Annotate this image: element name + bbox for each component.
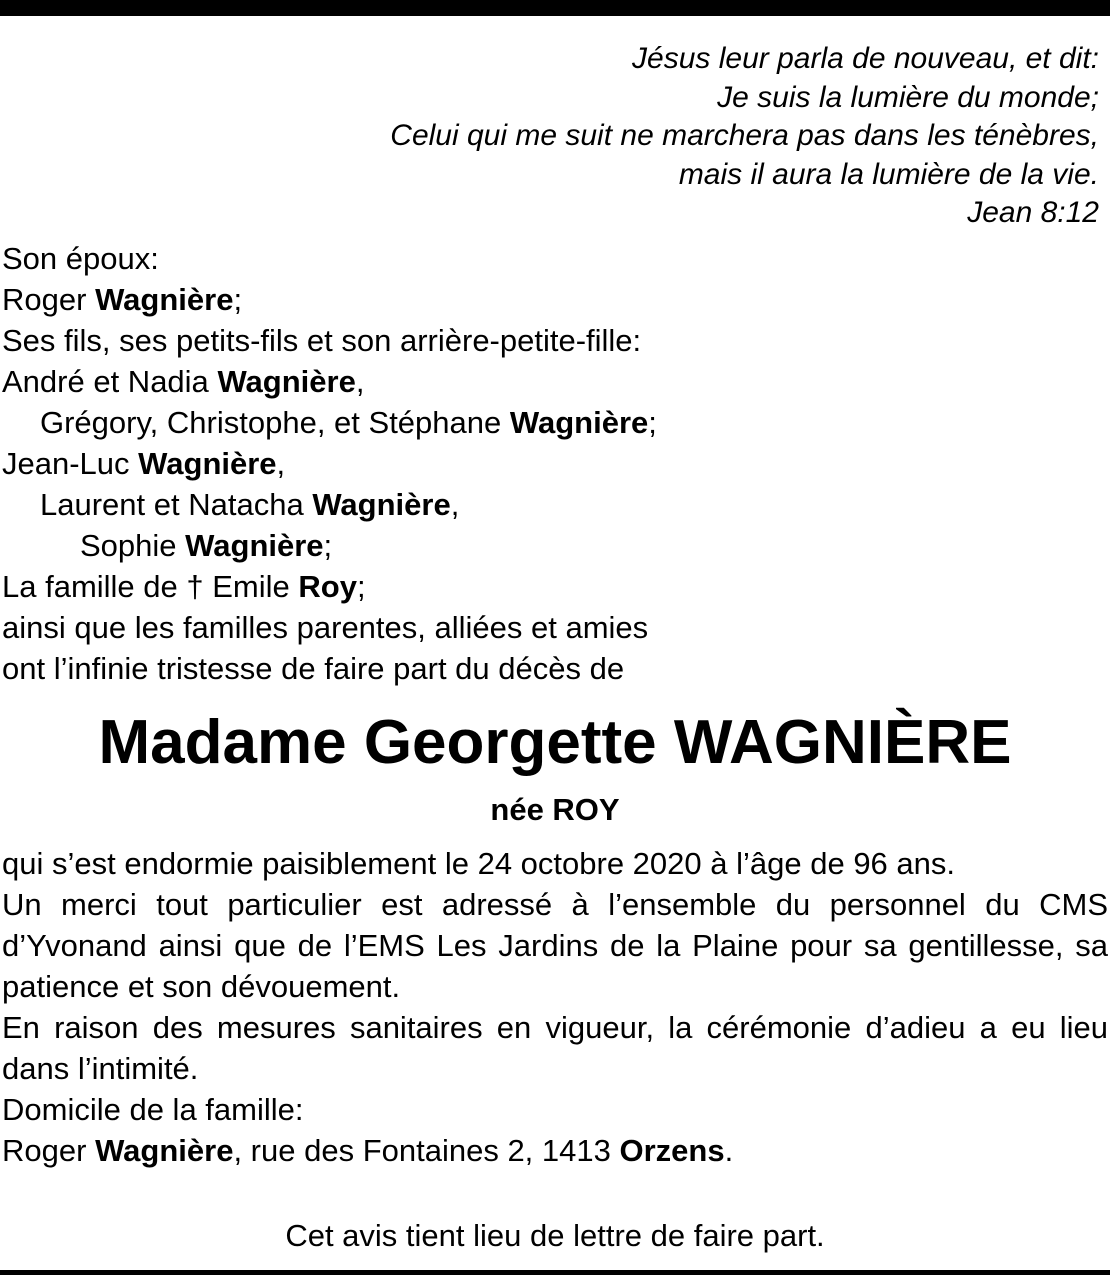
quote-line: Celui qui me suit ne marchera pas dans les ténèbres, xyxy=(390,119,1099,152)
surname: Wagnière xyxy=(95,1133,234,1168)
spouse-line: Roger Wagnière; xyxy=(2,282,243,317)
family-line-laurent: Laurent et Natacha Wagnière, xyxy=(40,487,460,522)
first-names: Sophie xyxy=(80,528,177,563)
surname: Wagnière xyxy=(217,364,356,399)
family-line-andre: André et Nadia Wagnière, xyxy=(2,364,365,399)
family-line-gregory: Grégory, Christophe, et Stéphane Wagnière; xyxy=(40,405,657,440)
bible-quote xyxy=(390,40,1099,233)
family-line-roy: La famille de † Emile Roy; xyxy=(2,569,366,604)
domicile-label: Domicile de la famille: xyxy=(2,1092,304,1127)
first-names: Jean-Luc xyxy=(2,446,130,481)
line-end: . xyxy=(724,1133,734,1168)
first-names: La famille de † Emile xyxy=(2,569,290,604)
relatives-line: ainsi que les familles parentes, alliées et amies xyxy=(2,610,649,645)
thanks-paragraph: Un merci tout particulier est adressé à l’ensemble du personnel du CMS d’Yvonand ainsi que de l’EMS Les Jardins de la Plaine pour sa gentillesse, sa patience et son dévouement. xyxy=(2,887,1108,1004)
announcement-line: ont l’infinie tristesse de faire part du décès de xyxy=(2,651,625,686)
domicile-block xyxy=(2,1089,1108,1171)
first-names: Roger xyxy=(2,282,87,317)
quote-line: Je suis la lumière du monde; xyxy=(717,80,1099,114)
surname: Roy xyxy=(298,569,357,604)
ceremony-paragraph: En raison des mesures sanitaires en vigueur, la cérémonie d’adieu a eu lieu dans l’intimité. xyxy=(2,1010,1108,1086)
surname: Wagnière xyxy=(312,487,451,522)
surname: Wagnière xyxy=(509,405,649,440)
passing-paragraph: qui s’est endormie paisiblement le 24 octobre 2020 à l’âge de 96 ans. xyxy=(2,846,956,881)
domicile-line xyxy=(2,1130,1108,1171)
surname: Wagnière xyxy=(138,446,277,481)
first-names: Roger xyxy=(2,1133,87,1168)
quote-reference: Jean 8:12 xyxy=(967,196,1099,229)
town: Orzens xyxy=(619,1133,725,1168)
top-rule xyxy=(0,0,1110,16)
spouse-label: Son époux: xyxy=(2,241,159,276)
maiden-name: née ROY xyxy=(490,792,620,827)
family-line-jeanluc: Jean-Luc Wagnière, xyxy=(2,446,286,481)
family-list xyxy=(2,238,657,689)
surname: Wagnière xyxy=(185,528,324,563)
bottom-rule xyxy=(0,1270,1110,1275)
first-names: Grégory, Christophe, et Stéphane xyxy=(40,405,502,440)
deceased-name: Madame Georgette WAGNIÈRE xyxy=(98,708,1012,777)
first-names: Laurent et Natacha xyxy=(40,487,304,522)
address: , rue des Fontaines 2, 1413 xyxy=(233,1133,611,1168)
children-label: Ses fils, ses petits-fils et son arrière-petite-fille: xyxy=(2,323,642,358)
first-names: André et Nadia xyxy=(2,364,209,399)
quote-line: Jésus leur parla de nouveau, et dit: xyxy=(632,42,1099,75)
closing-note: Cet avis tient lieu de lettre de faire part. xyxy=(285,1218,825,1253)
quote-line: mais il aura la lumière de la vie. xyxy=(678,157,1099,191)
family-line-sophie: Sophie Wagnière; xyxy=(80,528,333,563)
surname: Wagnière xyxy=(95,282,234,317)
